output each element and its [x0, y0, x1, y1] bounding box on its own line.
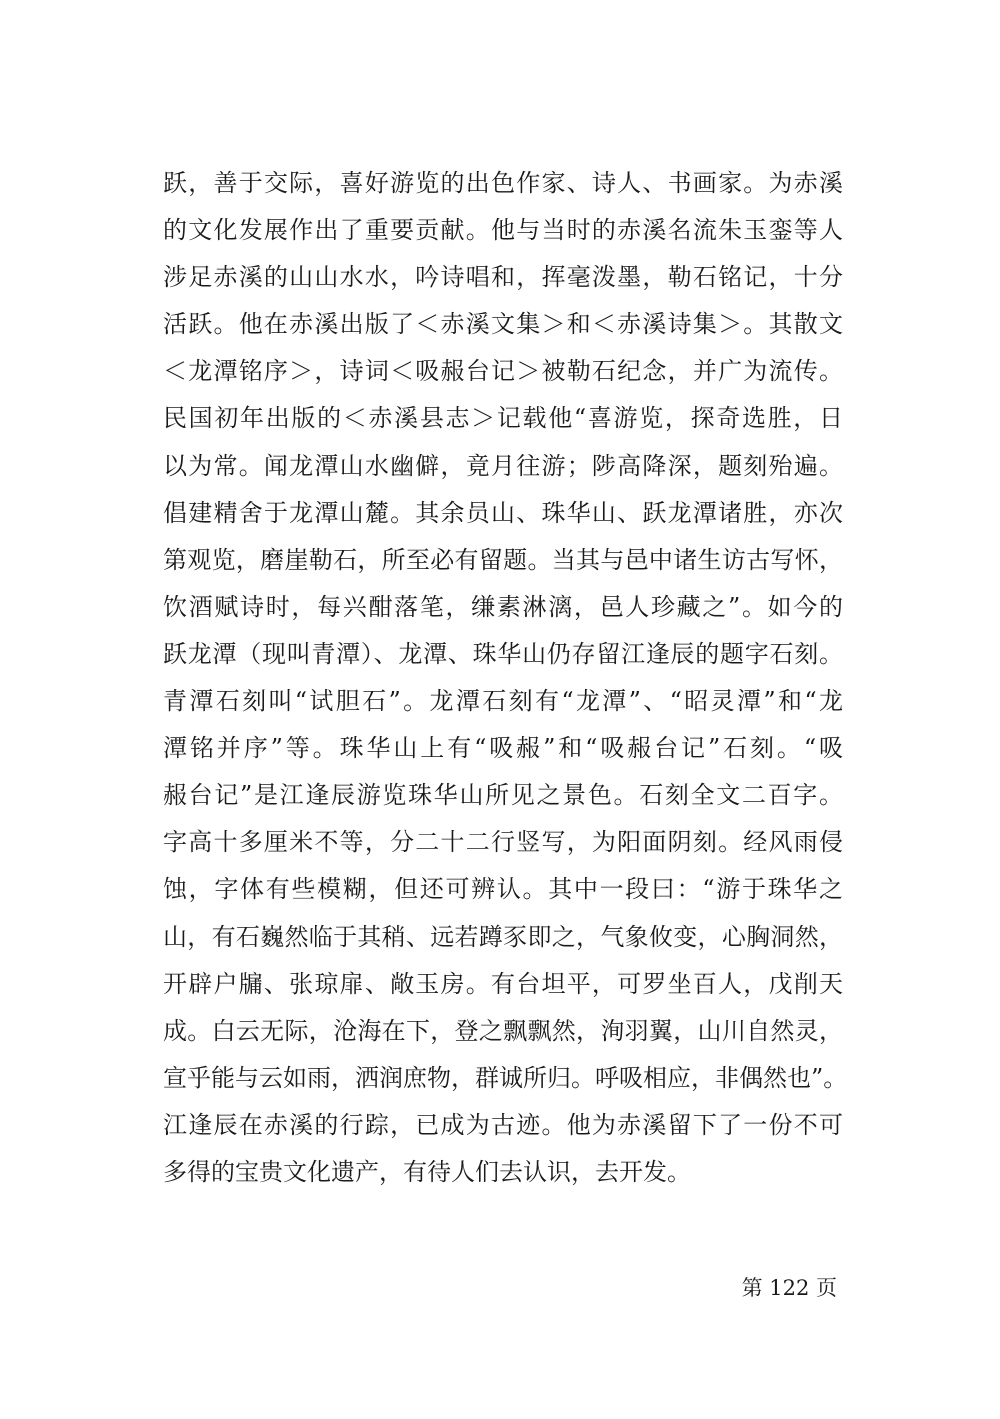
text-line: 赧台记”是江逢辰游览珠华山所见之景色。石刻全文二百字。 [163, 781, 843, 810]
text-line: 字高十多厘米不等，分二十二行竖写，为阳面阴刻。经风雨侵 [163, 828, 843, 857]
page-number: 第 122 页 [741, 1276, 837, 1300]
text-line: 蚀，字体有些模糊，但还可辨认。其中一段曰：“游于珠华之 [163, 875, 843, 904]
text-line: 以为常。闻龙潭山水幽僻，竟月往游；陟高降深，题刻殆遍。 [163, 451, 843, 480]
text-line: 跃，善于交际，喜好游览的出色作家、诗人、书画家。为赤溪 [163, 169, 843, 197]
text-line: 山，有石巍然临于其稍、远若蹲豕即之，气象攸变，心胸洞然， [163, 922, 843, 951]
text-line: 民国初年出版的＜赤溪县志＞记载他“喜游览，探奇选胜，日 [163, 404, 843, 433]
body-text [163, 160, 848, 1196]
text-line: 青潭石刻叫“试胆石”。龙潭石刻有“龙潭”、“昭灵潭”和“龙 [163, 687, 843, 716]
text-line: 江逢辰在赤溪的行踪，已成为古迹。他为赤溪留下了一份不可 [163, 1110, 843, 1139]
text-line: 涉足赤溪的山山水水，吟诗唱和，挥毫泼墨，勒石铭记，十分 [163, 263, 843, 292]
text-line: 潭铭并序”等。珠华山上有“吸赧”和“吸赧台记”石刻。“吸 [163, 734, 843, 763]
text-line: 多得的宝贵文化遗产，有待人们去认识，去开发。 [163, 1157, 691, 1186]
text-line: ＜龙潭铭序＞，诗词＜吸赧台记＞被勒石纪念，并广为流传。 [163, 357, 843, 386]
text-line: 活跃。他在赤溪出版了＜赤溪文集＞和＜赤溪诗集＞。其散文 [163, 310, 843, 339]
text-line: 饮酒赋诗时，每兴酣落笔，缣素淋漓，邑人珍藏之”。如今的 [163, 592, 843, 621]
text-line: 的文化发展作出了重要贡献。他与当时的赤溪名流朱玉銮等人 [163, 216, 843, 245]
text-line: 宣乎能与云如雨，洒润庶物，群诚所归。呼吸相应，非偶然也”。 [163, 1063, 848, 1092]
text-line: 成。白云无际，沧海在下，登之飘飘然，洵羽翼，山川自然灵， [163, 1016, 843, 1045]
text-line: 跃龙潭（现叫青潭）、龙潭、珠华山仍存留江逢辰的题字石刻。 [163, 639, 843, 668]
text-line: 开辟户牖、张琼扉、敞玉房。有台坦平，可罗坐百人，戊削天 [163, 969, 843, 998]
text-line: 第观览，磨崖勒石，所至必有留题。当其与邑中诸生访古写怀， [163, 545, 843, 574]
text-line: 倡建精舍于龙潭山麓。其余员山、珠华山、跃龙潭诸胜，亦次 [163, 498, 843, 527]
